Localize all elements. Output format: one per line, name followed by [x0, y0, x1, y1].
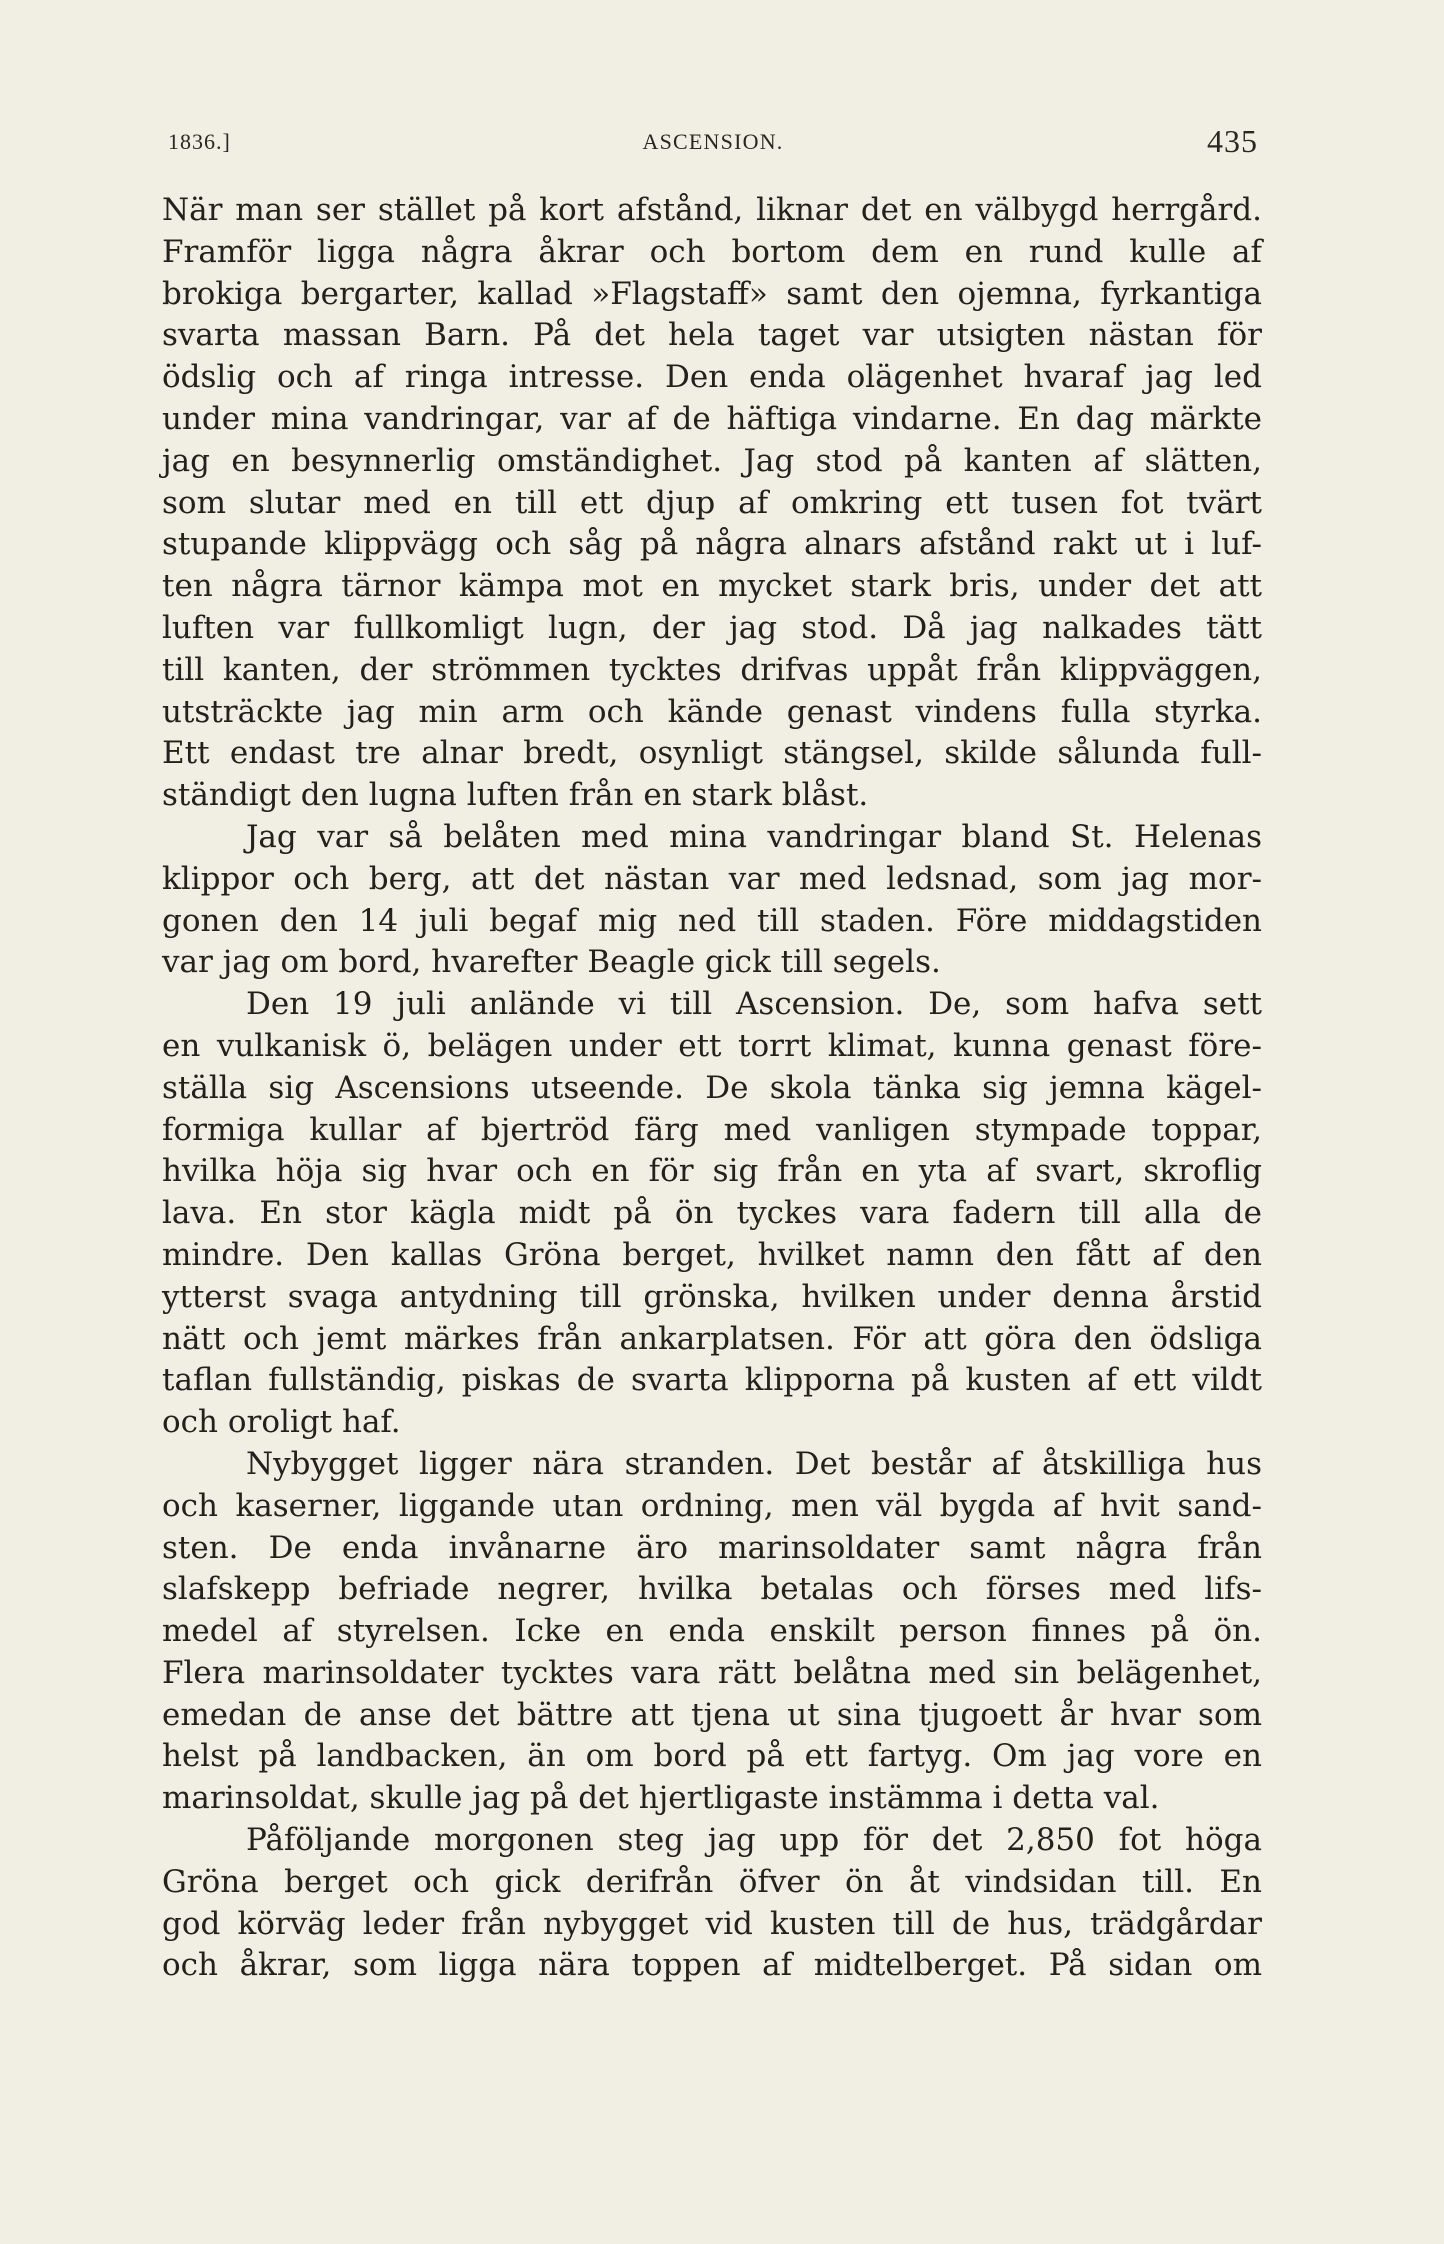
- text-line: gonen den 14 juli begaf mig ned till staden. Före middagstiden: [162, 902, 1262, 939]
- text-line: till kanten, der strömmen tycktes drifvas uppåt från klippväggen,: [162, 651, 1262, 688]
- text-line: helst på landbacken, än om bord på ett fartyg. Om jag vore en: [162, 1738, 1262, 1775]
- text-line: ständigt den lugna luften från en stark blåst.: [162, 777, 869, 814]
- body-text: [162, 190, 1262, 1987]
- paragraph-start: Nybygget ligger nära stranden. Det består af åtskilliga hus: [246, 1445, 1262, 1482]
- text-line: Ett endast tre alnar bredt, osynligt stängsel, skilde sålunda full-: [162, 735, 1262, 772]
- text-line: som slutar med en till ett djup af omkring ett tusen fot tvärt: [162, 484, 1262, 521]
- text-line: och åkrar, som ligga nära toppen af midtelberget. På sidan om: [162, 1947, 1262, 1984]
- text-line: Flera marinsoldater tycktes vara rätt belåtna med sin belägenhet,: [162, 1654, 1262, 1691]
- paragraph-start: Jag var så belåten med mina vandringar bland St. Helenas: [246, 818, 1262, 855]
- text-line: lava. En stor kägla midt på ön tyckes vara fadern till alla de: [162, 1195, 1262, 1232]
- text-line: nätt och jemt märkes från ankarplatsen. För att göra den ödsliga: [162, 1320, 1262, 1357]
- text-line: god körväg leder från nybygget vid kusten till de hus, trädgårdar: [162, 1905, 1262, 1942]
- text-line: stupande klippvägg och såg på några alnars afstånd rakt ut i luf-: [162, 526, 1262, 563]
- paragraph-start: Påföljande morgonen steg jag upp för det 2,850 fot höga: [246, 1822, 1262, 1859]
- text-line: sten. De enda invånarne äro marinsoldater samt några från: [162, 1529, 1262, 1566]
- paragraph-start: Den 19 juli anlände vi till Ascension. De, som hafva sett: [246, 986, 1262, 1023]
- text-line: mindre. Den kallas Gröna berget, hvilket namn den fått af den: [162, 1236, 1262, 1273]
- text-line: formiga kullar af bjertröd färg med vanligen stympade toppar,: [162, 1111, 1262, 1148]
- text-line: utsträckte jag min arm och kände genast vindens fulla styrka.: [162, 693, 1262, 730]
- header-year: 1836.]: [168, 129, 231, 154]
- text-line: taflan fullständig, piskas de svarta klipporna på kusten af ett vildt: [162, 1362, 1262, 1399]
- text-line: ten några tärnor kämpa mot en mycket stark bris, under det att: [162, 568, 1262, 605]
- text-line: emedan de anse det bättre att tjena ut sina tjugoett år hvar som: [162, 1696, 1262, 1733]
- text-line: ställa sig Ascensions utseende. De skola tänka sig jemna kägel-: [162, 1069, 1262, 1106]
- text-line: och oroligt haf.: [162, 1404, 401, 1441]
- text-line: svarta massan Barn. På det hela taget var utsigten nästan för: [162, 317, 1262, 354]
- text-line: hvilka höja sig hvar och en för sig från en yta af svart, skroflig: [162, 1153, 1262, 1190]
- text-line: och kaserner, liggande utan ordning, men väl bygda af hvit sand-: [162, 1487, 1262, 1524]
- header-title: ASCENSION.: [642, 129, 784, 154]
- text-line: marinsoldat, skulle jag på det hjertligaste instämma i detta val.: [162, 1780, 1160, 1817]
- text-line: under mina vandringar, var af de häftiga vindarne. En dag märkte: [162, 400, 1262, 437]
- running-head: [168, 125, 1258, 165]
- text-line: jag en besynnerlig omständighet. Jag stod på kanten af slätten,: [162, 442, 1262, 479]
- text-line: luften var fullkomligt lugn, der jag stod. Då jag nalkades tätt: [162, 609, 1262, 646]
- text-line: en vulkanisk ö, belägen under ett torrt klimat, kunna genast före-: [162, 1027, 1262, 1064]
- text-line: När man ser stället på kort afstånd, liknar det en välbygd herrgård.: [162, 192, 1262, 228]
- text-line: ytterst svaga antydning till grönska, hvilken under denna årstid: [162, 1278, 1262, 1315]
- text-line: ödslig och af ringa intresse. Den enda olägenhet hvaraf jag led: [162, 359, 1262, 396]
- page-number: 435: [1207, 123, 1258, 159]
- text-line: klippor och berg, att det nästan var med ledsnad, som jag mor-: [162, 860, 1262, 897]
- text-line: brokiga bergarter, kallad »Flagstaff» samt den ojemna, fyrkantiga: [162, 275, 1262, 312]
- text-line: slafskepp befriade negrer, hvilka betalas och förses med lifs-: [162, 1571, 1262, 1608]
- text-line: var jag om bord, hvarefter Beagle gick till segels.: [162, 944, 941, 981]
- text-line: Gröna berget och gick derifrån öfver ön åt vindsidan till. En: [162, 1863, 1262, 1900]
- text-line: Framför ligga några åkrar och bortom dem en rund kulle af: [162, 233, 1262, 270]
- text-line: medel af styrelsen. Icke en enda enskilt person finnes på ön.: [162, 1613, 1262, 1650]
